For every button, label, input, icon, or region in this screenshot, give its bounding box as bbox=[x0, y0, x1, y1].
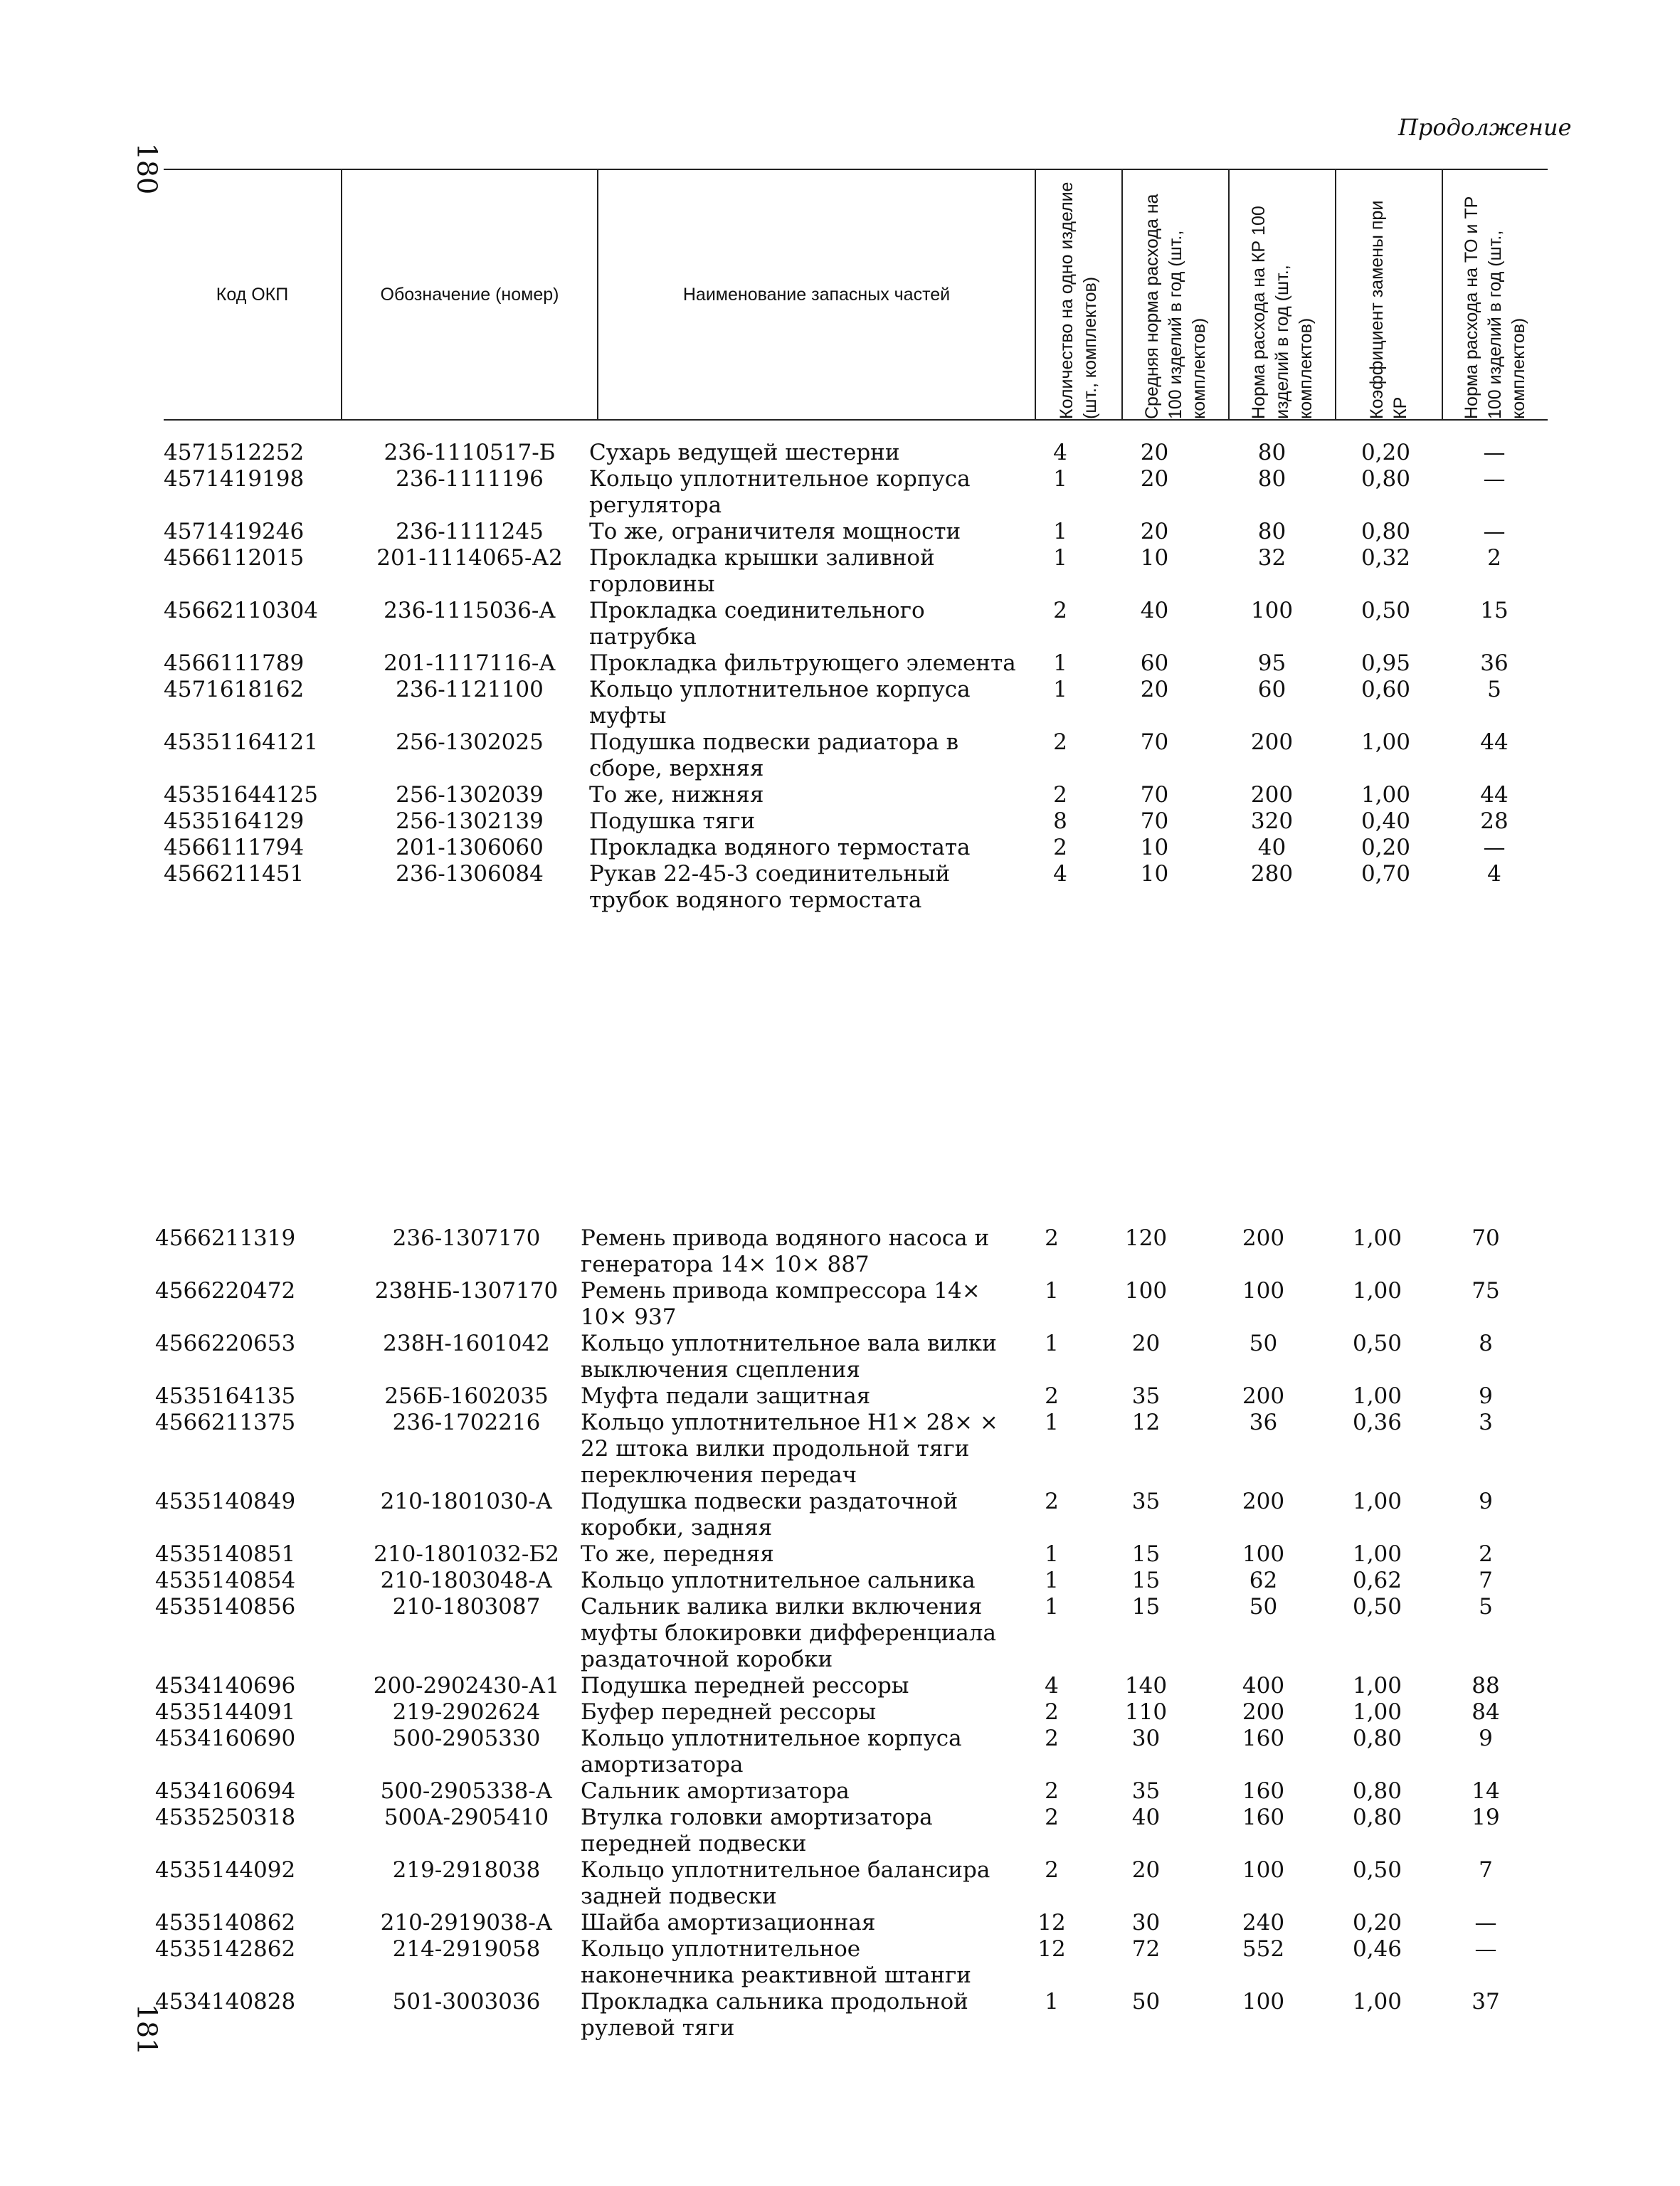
table-row bbox=[155, 1910, 1539, 1936]
header-kr: Норма расхода на КР 100 изделий в год (шт., комплектов) bbox=[1229, 169, 1336, 420]
cell-kr: 62 bbox=[1249, 1568, 1278, 1593]
cell-coef: 0,20 bbox=[1352, 1910, 1402, 1936]
cell-coef: 1,00 bbox=[1352, 1673, 1402, 1699]
cell-to-tr: 4 bbox=[1487, 861, 1501, 887]
cell-coef: 1,00 bbox=[1352, 1989, 1402, 2015]
cell-kr: 320 bbox=[1250, 808, 1294, 834]
cell-designation: 201-1114065-А2 bbox=[376, 545, 563, 571]
cell-name: Рукав 22-45-3 соединительный трубок водяного термостата bbox=[589, 861, 951, 913]
cell-okp: 4566220472 bbox=[155, 1278, 296, 1304]
cell-avg: 15 bbox=[1131, 1594, 1161, 1620]
cell-kr: 200 bbox=[1242, 1383, 1285, 1409]
cell-designation: 500-2905338-А bbox=[380, 1778, 553, 1804]
cell-qty: 2 bbox=[1045, 1225, 1059, 1251]
cell-qty: 8 bbox=[1053, 808, 1067, 834]
cell-okp: 4535144091 bbox=[155, 1699, 296, 1725]
cell-name: То же, передняя bbox=[581, 1541, 774, 1567]
cell-okp: 4535140849 bbox=[155, 1489, 296, 1514]
cell-coef: 0,60 bbox=[1361, 677, 1411, 702]
cell-name: Подушка подвески радиатора в сборе, верхняя bbox=[589, 729, 959, 781]
cell-okp: 4571419198 bbox=[164, 466, 305, 492]
cell-okp: 4534140828 bbox=[155, 1989, 296, 2015]
cell-designation: 214-2919058 bbox=[392, 1936, 541, 1962]
cell-to-tr: 5 bbox=[1487, 677, 1501, 702]
cell-qty: 2 bbox=[1053, 782, 1067, 808]
cell-avg: 30 bbox=[1131, 1910, 1161, 1936]
cell-name: Прокладка фильтрующего элемента bbox=[589, 650, 1016, 676]
cell-name: Прокладка соединительного патрубка bbox=[589, 598, 925, 650]
cell-qty: 2 bbox=[1045, 1489, 1059, 1514]
cell-avg: 35 bbox=[1131, 1778, 1161, 1804]
cell-designation: 256Б-1602035 bbox=[384, 1383, 549, 1409]
cell-kr: 36 bbox=[1249, 1410, 1278, 1435]
cell-okp: 4566111794 bbox=[164, 835, 305, 860]
cell-kr: 50 bbox=[1249, 1594, 1278, 1620]
table-row bbox=[164, 835, 1548, 861]
cell-qty: 1 bbox=[1045, 1594, 1059, 1620]
cell-to-tr: 44 bbox=[1480, 729, 1509, 755]
cell-coef: 1,00 bbox=[1352, 1699, 1402, 1725]
cell-avg: 70 bbox=[1140, 808, 1169, 834]
cell-kr: 100 bbox=[1242, 1541, 1285, 1567]
cell-okp: 4566220653 bbox=[155, 1331, 296, 1356]
cell-kr: 80 bbox=[1257, 519, 1287, 544]
cell-designation: 210-1803087 bbox=[392, 1594, 541, 1620]
cell-name: Кольцо уплотнительное Н1× 28× × 22 штока вилки продольной тяги переключения передач bbox=[581, 1410, 998, 1488]
cell-kr: 40 bbox=[1257, 835, 1287, 860]
cell-to-tr: 88 bbox=[1472, 1673, 1500, 1699]
cell-coef: 0,40 bbox=[1361, 808, 1411, 834]
cell-name: Кольцо уплотнительное корпуса амортизатора bbox=[581, 1726, 962, 1778]
cell-name: Кольцо уплотнительное корпуса муфты bbox=[589, 677, 971, 729]
cell-kr: 240 bbox=[1242, 1910, 1285, 1936]
table-row bbox=[155, 1699, 1539, 1726]
cell-designation: 238Н-1601042 bbox=[383, 1331, 550, 1356]
header-avg: Средняя норма расхода на 100 изделий в год (шт., комплектов) bbox=[1122, 169, 1229, 420]
cell-okp: 4535164129 bbox=[164, 808, 305, 834]
cell-kr: 50 bbox=[1249, 1331, 1278, 1356]
cell-name: Муфта педали защитная bbox=[581, 1383, 871, 1409]
cell-avg: 110 bbox=[1124, 1699, 1168, 1725]
cell-qty: 2 bbox=[1045, 1699, 1059, 1725]
cell-to-tr: 84 bbox=[1472, 1699, 1500, 1725]
cell-coef: 0,62 bbox=[1352, 1568, 1402, 1593]
cell-coef: 1,00 bbox=[1361, 782, 1411, 808]
cell-okp: 4535140856 bbox=[155, 1594, 296, 1620]
cell-coef: 0,50 bbox=[1361, 598, 1411, 623]
cell-avg: 35 bbox=[1131, 1489, 1161, 1514]
cell-to-tr: 7 bbox=[1479, 1568, 1493, 1593]
cell-coef: 0,80 bbox=[1352, 1778, 1402, 1804]
table-row bbox=[155, 1673, 1539, 1699]
cell-designation: 200-2902430-А1 bbox=[373, 1673, 560, 1699]
table-row bbox=[164, 782, 1548, 808]
cell-to-tr: 5 bbox=[1479, 1594, 1493, 1620]
cell-to-tr: — bbox=[1483, 440, 1506, 465]
cell-to-tr: 9 bbox=[1479, 1383, 1493, 1409]
cell-avg: 20 bbox=[1131, 1857, 1161, 1883]
cell-designation: 236-1110517-Б bbox=[384, 440, 556, 465]
header-coef: Коэффициент замены при КР bbox=[1336, 169, 1442, 420]
cell-qty: 2 bbox=[1045, 1383, 1059, 1409]
cell-designation: 201-1306060 bbox=[396, 835, 544, 860]
cell-qty: 1 bbox=[1053, 545, 1067, 571]
cell-name: Сальник валика вилки включения муфты блокировки дифференциала раздаточной коробки bbox=[581, 1594, 996, 1672]
cell-to-tr: 9 bbox=[1479, 1489, 1493, 1514]
table-row bbox=[155, 1936, 1539, 1989]
cell-kr: 100 bbox=[1242, 1857, 1285, 1883]
cell-name: Прокладка крышки заливной горловины bbox=[589, 545, 935, 597]
cell-to-tr: 2 bbox=[1479, 1541, 1493, 1567]
cell-designation: 236-1121100 bbox=[396, 677, 544, 702]
cell-to-tr: 3 bbox=[1479, 1410, 1493, 1435]
cell-designation: 210-1801030-А bbox=[380, 1489, 553, 1514]
cell-kr: 160 bbox=[1242, 1805, 1285, 1830]
cell-to-tr: — bbox=[1483, 519, 1506, 544]
cell-coef: 0,36 bbox=[1352, 1410, 1402, 1435]
cell-designation: 501-3003036 bbox=[392, 1989, 541, 2015]
cell-qty: 1 bbox=[1045, 1541, 1059, 1567]
cell-avg: 72 bbox=[1131, 1936, 1161, 1962]
cell-kr: 160 bbox=[1242, 1726, 1285, 1751]
table-row bbox=[164, 545, 1548, 598]
cell-qty: 2 bbox=[1053, 598, 1067, 623]
cell-kr: 60 bbox=[1257, 677, 1287, 702]
cell-okp: 4534160690 bbox=[155, 1726, 296, 1751]
cell-kr: 280 bbox=[1250, 861, 1294, 887]
cell-designation: 219-2902624 bbox=[392, 1699, 541, 1725]
cell-qty: 4 bbox=[1045, 1673, 1059, 1699]
table-row bbox=[155, 1594, 1539, 1673]
table-row bbox=[155, 1383, 1539, 1410]
cell-coef: 1,00 bbox=[1352, 1383, 1402, 1409]
cell-name: То же, нижняя bbox=[589, 782, 764, 808]
table-row bbox=[155, 1857, 1539, 1910]
cell-name: Буфер передней рессоры bbox=[581, 1699, 877, 1725]
cell-coef: 1,00 bbox=[1352, 1278, 1402, 1304]
cell-okp: 4535140851 bbox=[155, 1541, 296, 1567]
cell-qty: 1 bbox=[1045, 1331, 1059, 1356]
cell-coef: 0,95 bbox=[1361, 650, 1411, 676]
cell-coef: 0,50 bbox=[1352, 1594, 1402, 1620]
cell-name: Кольцо уплотнительное наконечника реактивной штанги bbox=[581, 1936, 971, 1988]
page-number-bottom: 181 bbox=[131, 2003, 163, 2056]
cell-kr: 160 bbox=[1242, 1778, 1285, 1804]
cell-to-tr: — bbox=[1483, 835, 1506, 860]
cell-avg: 70 bbox=[1140, 729, 1169, 755]
cell-name: Шайба амортизационная bbox=[581, 1910, 876, 1936]
cell-okp: 4535144092 bbox=[155, 1857, 296, 1883]
table-row bbox=[155, 1410, 1539, 1489]
cell-kr: 32 bbox=[1257, 545, 1287, 571]
cell-okp: 4566211319 bbox=[155, 1225, 296, 1251]
cell-okp: 4571512252 bbox=[164, 440, 305, 465]
cell-designation: 219-2918038 bbox=[392, 1857, 541, 1883]
cell-name: Сальник амортизатора bbox=[581, 1778, 850, 1804]
table-row bbox=[164, 466, 1548, 519]
table-row bbox=[164, 861, 1548, 914]
cell-coef: 0,80 bbox=[1352, 1726, 1402, 1751]
table-row bbox=[155, 1541, 1539, 1568]
cell-name: Кольцо уплотнительное корпуса регулятора bbox=[589, 466, 971, 518]
parts-table-top bbox=[164, 440, 1548, 914]
cell-name: Подушка тяги bbox=[589, 808, 756, 834]
cell-designation: 500-2905330 bbox=[392, 1726, 541, 1751]
cell-to-tr: 2 bbox=[1487, 545, 1501, 571]
cell-avg: 40 bbox=[1131, 1805, 1161, 1830]
cell-avg: 30 bbox=[1131, 1726, 1161, 1751]
cell-avg: 120 bbox=[1124, 1225, 1168, 1251]
cell-okp: 45351644125 bbox=[164, 782, 318, 808]
cell-to-tr: 36 bbox=[1480, 650, 1509, 676]
cell-coef: 0,20 bbox=[1361, 440, 1411, 465]
cell-qty: 1 bbox=[1053, 466, 1067, 492]
cell-coef: 0,70 bbox=[1361, 861, 1411, 887]
cell-name: Прокладка сальника продольной рулевой тяги bbox=[581, 1989, 968, 2041]
cell-to-tr: 75 bbox=[1472, 1278, 1500, 1304]
header-qty: Количество на одно изделие (шт., комплектов) bbox=[1035, 169, 1122, 420]
cell-designation: 238НБ-1307170 bbox=[374, 1278, 559, 1304]
cell-avg: 70 bbox=[1140, 782, 1169, 808]
cell-avg: 100 bbox=[1124, 1278, 1168, 1304]
cell-name: Кольцо уплотнительное сальника bbox=[581, 1568, 976, 1593]
cell-coef: 0,32 bbox=[1361, 545, 1411, 571]
cell-name: Подушка передней рессоры bbox=[581, 1673, 909, 1699]
cell-qty: 4 bbox=[1053, 861, 1067, 887]
cell-to-tr: 14 bbox=[1472, 1778, 1500, 1804]
table-row bbox=[164, 598, 1548, 650]
cell-qty: 1 bbox=[1045, 1989, 1059, 2015]
cell-kr: 100 bbox=[1242, 1989, 1285, 2015]
cell-kr: 80 bbox=[1257, 440, 1287, 465]
cell-qty: 2 bbox=[1045, 1726, 1059, 1751]
cell-kr: 200 bbox=[1242, 1225, 1285, 1251]
page-number-top: 180 bbox=[131, 142, 163, 195]
cell-coef: 0,80 bbox=[1361, 519, 1411, 544]
cell-avg: 50 bbox=[1131, 1989, 1161, 2015]
table-row bbox=[155, 1331, 1539, 1383]
cell-coef: 0,46 bbox=[1352, 1936, 1402, 1962]
cell-designation: 236-1702216 bbox=[392, 1410, 541, 1435]
cell-okp: 4535140862 bbox=[155, 1910, 296, 1936]
header-designation: Обозначение (номер) bbox=[342, 169, 598, 420]
cell-avg: 12 bbox=[1131, 1410, 1161, 1435]
cell-okp: 45351164121 bbox=[164, 729, 318, 755]
cell-avg: 20 bbox=[1140, 466, 1169, 492]
header-to-tr: Норма расхода на ТО и ТР 100 изделий в год (шт., комплектов) bbox=[1442, 169, 1548, 420]
table-row bbox=[155, 1726, 1539, 1778]
cell-coef: 1,00 bbox=[1361, 729, 1411, 755]
cell-avg: 35 bbox=[1131, 1383, 1161, 1409]
cell-kr: 200 bbox=[1242, 1489, 1285, 1514]
cell-avg: 20 bbox=[1140, 519, 1169, 544]
cell-okp: 4566211451 bbox=[164, 861, 305, 887]
cell-name: Подушка подвески раздаточной коробки, задняя bbox=[581, 1489, 958, 1541]
cell-okp: 4535164135 bbox=[155, 1383, 296, 1409]
cell-to-tr: 9 bbox=[1479, 1726, 1493, 1751]
cell-qty: 12 bbox=[1037, 1936, 1066, 1962]
cell-name: Втулка головки амортизатора передней подвески bbox=[581, 1805, 933, 1857]
cell-avg: 20 bbox=[1131, 1331, 1161, 1356]
cell-kr: 95 bbox=[1257, 650, 1287, 676]
cell-coef: 0,50 bbox=[1352, 1331, 1402, 1356]
cell-coef: 0,50 bbox=[1352, 1857, 1402, 1883]
cell-designation: 201-1117116-А bbox=[384, 650, 556, 676]
cell-designation: 236-1111245 bbox=[396, 519, 544, 544]
table-row bbox=[164, 519, 1548, 545]
cell-to-tr: — bbox=[1474, 1936, 1497, 1962]
cell-okp: 4535142862 bbox=[155, 1936, 296, 1962]
cell-kr: 200 bbox=[1242, 1699, 1285, 1725]
cell-designation: 256-1302025 bbox=[396, 729, 544, 755]
cell-qty: 1 bbox=[1053, 650, 1067, 676]
cell-to-tr: — bbox=[1474, 1910, 1497, 1936]
cell-okp: 4571618162 bbox=[164, 677, 305, 702]
table-row bbox=[155, 1489, 1539, 1541]
cell-designation: 210-2919038-А bbox=[380, 1910, 553, 1936]
cell-coef: 0,80 bbox=[1361, 466, 1411, 492]
table-row bbox=[164, 729, 1548, 782]
cell-to-tr: 44 bbox=[1480, 782, 1509, 808]
cell-to-tr: 8 bbox=[1479, 1331, 1493, 1356]
cell-coef: 1,00 bbox=[1352, 1225, 1402, 1251]
cell-okp: 4571419246 bbox=[164, 519, 305, 544]
table-row bbox=[164, 677, 1548, 729]
cell-okp: 4566111789 bbox=[164, 650, 305, 676]
header-okp: Код ОКП bbox=[164, 169, 342, 420]
cell-qty: 1 bbox=[1053, 677, 1067, 702]
table-row bbox=[155, 1805, 1539, 1857]
cell-qty: 4 bbox=[1053, 440, 1067, 465]
table-header bbox=[164, 169, 1548, 421]
table-row bbox=[155, 1568, 1539, 1594]
cell-avg: 20 bbox=[1140, 677, 1169, 702]
cell-okp: 4535140854 bbox=[155, 1568, 296, 1593]
cell-okp: 45662110304 bbox=[164, 598, 318, 623]
cell-okp: 4534160694 bbox=[155, 1778, 296, 1804]
cell-qty: 2 bbox=[1045, 1805, 1059, 1830]
cell-designation: 210-1803048-А bbox=[380, 1568, 553, 1593]
cell-designation: 256-1302139 bbox=[396, 808, 544, 834]
cell-name: Ремень привода водяного насоса и генератора 14× 10× 887 bbox=[581, 1225, 990, 1277]
parts-table-bottom bbox=[155, 1225, 1539, 2042]
cell-kr: 200 bbox=[1250, 729, 1294, 755]
cell-avg: 140 bbox=[1124, 1673, 1168, 1699]
cell-kr: 100 bbox=[1242, 1278, 1285, 1304]
cell-designation: 236-1307170 bbox=[392, 1225, 541, 1251]
cell-avg: 15 bbox=[1131, 1541, 1161, 1567]
cell-to-tr: 70 bbox=[1472, 1225, 1500, 1251]
cell-to-tr: 28 bbox=[1480, 808, 1509, 834]
table-row bbox=[164, 440, 1548, 466]
cell-kr: 200 bbox=[1250, 782, 1294, 808]
cell-designation: 256-1302039 bbox=[396, 782, 544, 808]
cell-coef: 1,00 bbox=[1352, 1489, 1402, 1514]
cell-kr: 100 bbox=[1250, 598, 1294, 623]
cell-kr: 400 bbox=[1242, 1673, 1285, 1699]
cell-qty: 1 bbox=[1045, 1568, 1059, 1593]
cell-name: Кольцо уплотнительное балансира задней подвески bbox=[581, 1857, 990, 1909]
table-row bbox=[155, 1225, 1539, 1278]
cell-kr: 552 bbox=[1242, 1936, 1285, 1962]
cell-qty: 2 bbox=[1045, 1857, 1059, 1883]
cell-avg: 20 bbox=[1140, 440, 1169, 465]
cell-coef: 0,80 bbox=[1352, 1805, 1402, 1830]
cell-designation: 236-1111196 bbox=[396, 466, 544, 492]
cell-qty: 2 bbox=[1053, 835, 1067, 860]
table-row bbox=[155, 1778, 1539, 1805]
cell-avg: 40 bbox=[1140, 598, 1169, 623]
cell-okp: 4534140696 bbox=[155, 1673, 296, 1699]
cell-okp: 4535250318 bbox=[155, 1805, 296, 1830]
cell-to-tr: 19 bbox=[1472, 1805, 1500, 1830]
header-name: Наименование запасных частей bbox=[598, 169, 1035, 420]
table-row bbox=[164, 650, 1548, 677]
cell-qty: 2 bbox=[1045, 1778, 1059, 1804]
cell-name: Прокладка водяного термостата bbox=[589, 835, 971, 860]
cell-designation: 236-1306084 bbox=[396, 861, 544, 887]
cell-qty: 1 bbox=[1053, 519, 1067, 544]
cell-qty: 12 bbox=[1037, 1910, 1066, 1936]
table-row bbox=[164, 808, 1548, 835]
cell-name: То же, ограничителя мощности bbox=[589, 519, 961, 544]
cell-avg: 10 bbox=[1140, 835, 1169, 860]
cell-to-tr: 37 bbox=[1472, 1989, 1500, 2015]
cell-okp: 4566211375 bbox=[155, 1410, 296, 1435]
cell-coef: 0,20 bbox=[1361, 835, 1411, 860]
table-row bbox=[155, 1989, 1539, 2042]
cell-okp: 4566112015 bbox=[164, 545, 305, 571]
cell-designation: 236-1115036-А bbox=[384, 598, 556, 623]
cell-avg: 60 bbox=[1140, 650, 1169, 676]
cell-designation: 500А-2905410 bbox=[384, 1805, 549, 1830]
cell-avg: 10 bbox=[1140, 545, 1169, 571]
cell-to-tr: — bbox=[1483, 466, 1506, 492]
cell-qty: 1 bbox=[1045, 1410, 1059, 1435]
cell-kr: 80 bbox=[1257, 466, 1287, 492]
cell-coef: 1,00 bbox=[1352, 1541, 1402, 1567]
cell-to-tr: 15 bbox=[1480, 598, 1509, 623]
cell-qty: 1 bbox=[1045, 1278, 1059, 1304]
cell-qty: 2 bbox=[1053, 729, 1067, 755]
cell-designation: 210-1801032-Б2 bbox=[374, 1541, 559, 1567]
cell-name: Сухарь ведущей шестерни bbox=[589, 440, 900, 465]
cell-to-tr: 7 bbox=[1479, 1857, 1493, 1883]
continuation-label: Продолжение bbox=[1398, 114, 1572, 141]
cell-name: Ремень привода компрессора 14× 10× 937 bbox=[581, 1278, 981, 1330]
cell-avg: 15 bbox=[1131, 1568, 1161, 1593]
table-row bbox=[155, 1278, 1539, 1331]
cell-avg: 10 bbox=[1140, 861, 1169, 887]
cell-name: Кольцо уплотнительное вала вилки выключения сцепления bbox=[581, 1331, 997, 1383]
